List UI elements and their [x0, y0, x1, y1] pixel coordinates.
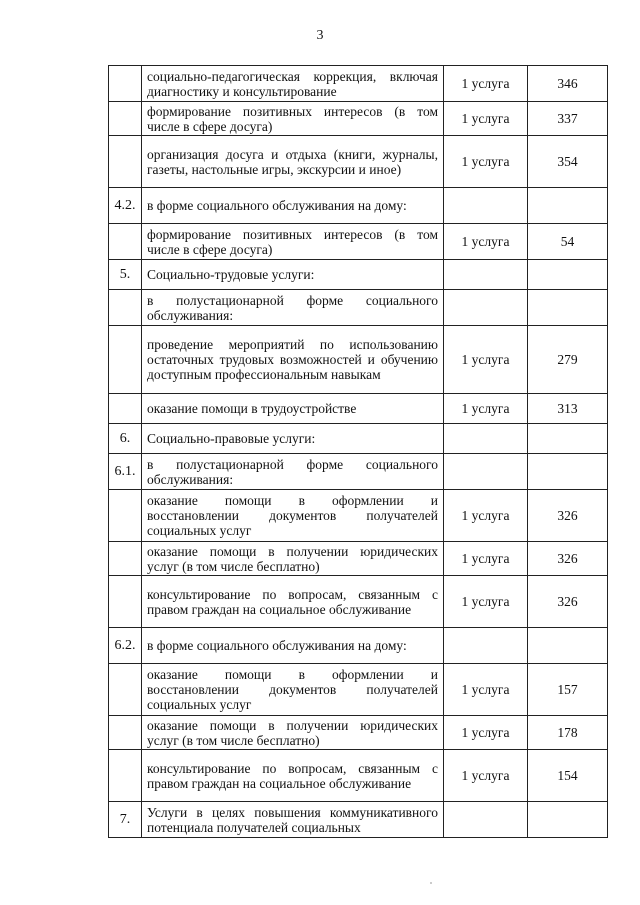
- table-row: [109, 664, 608, 716]
- table-row: [109, 224, 608, 260]
- unit-cell: [444, 628, 528, 664]
- value-cell: [528, 260, 608, 290]
- row-number: [109, 136, 142, 188]
- service-name: оказание помощи в оформлении и восстановлении документов получателей социальных услуг: [142, 490, 444, 542]
- value-cell: [528, 424, 608, 454]
- value-cell: [528, 454, 608, 490]
- unit-cell: [444, 188, 528, 224]
- unit-cell: 1 услуга: [444, 664, 528, 716]
- row-number: [109, 664, 142, 716]
- table-row: [109, 802, 608, 838]
- service-name: социально-педагогическая коррекция, включая диагностику и консультирование: [142, 66, 444, 102]
- table-row: [109, 628, 608, 664]
- unit-cell: 1 услуга: [444, 102, 528, 136]
- service-name: оказание помощи в получении юридических услуг (в том числе бесплатно): [142, 542, 444, 576]
- row-number: [109, 542, 142, 576]
- row-number: [109, 66, 142, 102]
- row-number: [109, 394, 142, 424]
- row-number: 6.: [109, 424, 142, 454]
- service-name: Социально-правовые услуги:: [142, 424, 444, 454]
- value-cell: 354: [528, 136, 608, 188]
- row-number: 6.1.: [109, 454, 142, 490]
- value-cell: [528, 628, 608, 664]
- service-name: консультирование по вопросам, связанным с правом граждан на социальное обслуживание: [142, 576, 444, 628]
- service-name: в полустационарной форме социального обслуживания:: [142, 290, 444, 326]
- page-number: 3: [316, 28, 324, 43]
- value-cell: 157: [528, 664, 608, 716]
- row-number: 7.: [109, 802, 142, 838]
- value-cell: 326: [528, 490, 608, 542]
- value-cell: 178: [528, 716, 608, 750]
- value-cell: 313: [528, 394, 608, 424]
- table-row: [109, 750, 608, 802]
- unit-cell: 1 услуга: [444, 394, 528, 424]
- value-cell: [528, 802, 608, 838]
- unit-cell: 1 услуга: [444, 576, 528, 628]
- value-cell: [528, 188, 608, 224]
- row-number: [109, 326, 142, 394]
- value-cell: 326: [528, 576, 608, 628]
- table-row: [109, 66, 608, 102]
- service-name: Услуги в целях повышения коммуникативного потенциала получателей социальных: [142, 802, 444, 838]
- table-row: [109, 326, 608, 394]
- row-number: [109, 224, 142, 260]
- row-number: 6.2.: [109, 628, 142, 664]
- service-name: оказание помощи в получении юридических услуг (в том числе бесплатно): [142, 716, 444, 750]
- row-number: [109, 716, 142, 750]
- unit-cell: 1 услуга: [444, 542, 528, 576]
- unit-cell: 1 услуга: [444, 224, 528, 260]
- table-row: [109, 290, 608, 326]
- table-row: [109, 260, 608, 290]
- row-number: 4.2.: [109, 188, 142, 224]
- table-row: [109, 394, 608, 424]
- service-name: оказание помощи в трудоустройстве: [142, 394, 444, 424]
- unit-cell: 1 услуга: [444, 750, 528, 802]
- unit-cell: 1 услуга: [444, 490, 528, 542]
- unit-cell: 1 услуга: [444, 136, 528, 188]
- service-name: формирование позитивных интересов (в том числе в сфере досуга): [142, 224, 444, 260]
- unit-cell: 1 услуга: [444, 66, 528, 102]
- table-row: [109, 454, 608, 490]
- value-cell: 54: [528, 224, 608, 260]
- unit-cell: [444, 454, 528, 490]
- unit-cell: 1 услуга: [444, 326, 528, 394]
- service-name: формирование позитивных интересов (в том числе в сфере досуга): [142, 102, 444, 136]
- scan-speck: [430, 882, 432, 884]
- table-row: [109, 490, 608, 542]
- value-cell: 279: [528, 326, 608, 394]
- row-number: [109, 490, 142, 542]
- table-row: [109, 188, 608, 224]
- services-table: [108, 65, 608, 838]
- table-row: [109, 716, 608, 750]
- service-name: в форме социального обслуживания на дому:: [142, 188, 444, 224]
- service-name: в полустационарной форме социального обслуживания:: [142, 454, 444, 490]
- unit-cell: 1 услуга: [444, 716, 528, 750]
- unit-cell: [444, 260, 528, 290]
- value-cell: 326: [528, 542, 608, 576]
- service-name: оказание помощи в оформлении и восстановлении документов получателей социальных услуг: [142, 664, 444, 716]
- value-cell: 337: [528, 102, 608, 136]
- row-number: [109, 750, 142, 802]
- table-row: [109, 136, 608, 188]
- table-row: [109, 576, 608, 628]
- row-number: 5.: [109, 260, 142, 290]
- table-row: [109, 542, 608, 576]
- value-cell: 346: [528, 66, 608, 102]
- service-name: организация досуга и отдыха (книги, журналы, газеты, настольные игры, экскурсии и иное): [142, 136, 444, 188]
- unit-cell: [444, 290, 528, 326]
- table-row: [109, 424, 608, 454]
- unit-cell: [444, 802, 528, 838]
- service-name: консультирование по вопросам, связанным с правом граждан на социальное обслуживание: [142, 750, 444, 802]
- table-row: [109, 102, 608, 136]
- value-cell: [528, 290, 608, 326]
- service-name: Социально-трудовые услуги:: [142, 260, 444, 290]
- row-number: [109, 102, 142, 136]
- service-name: проведение мероприятий по использованию остаточных трудовых возможностей и обучению доступным профессиональным навыкам: [142, 326, 444, 394]
- row-number: [109, 576, 142, 628]
- service-name: в форме социального обслуживания на дому:: [142, 628, 444, 664]
- row-number: [109, 290, 142, 326]
- unit-cell: [444, 424, 528, 454]
- value-cell: 154: [528, 750, 608, 802]
